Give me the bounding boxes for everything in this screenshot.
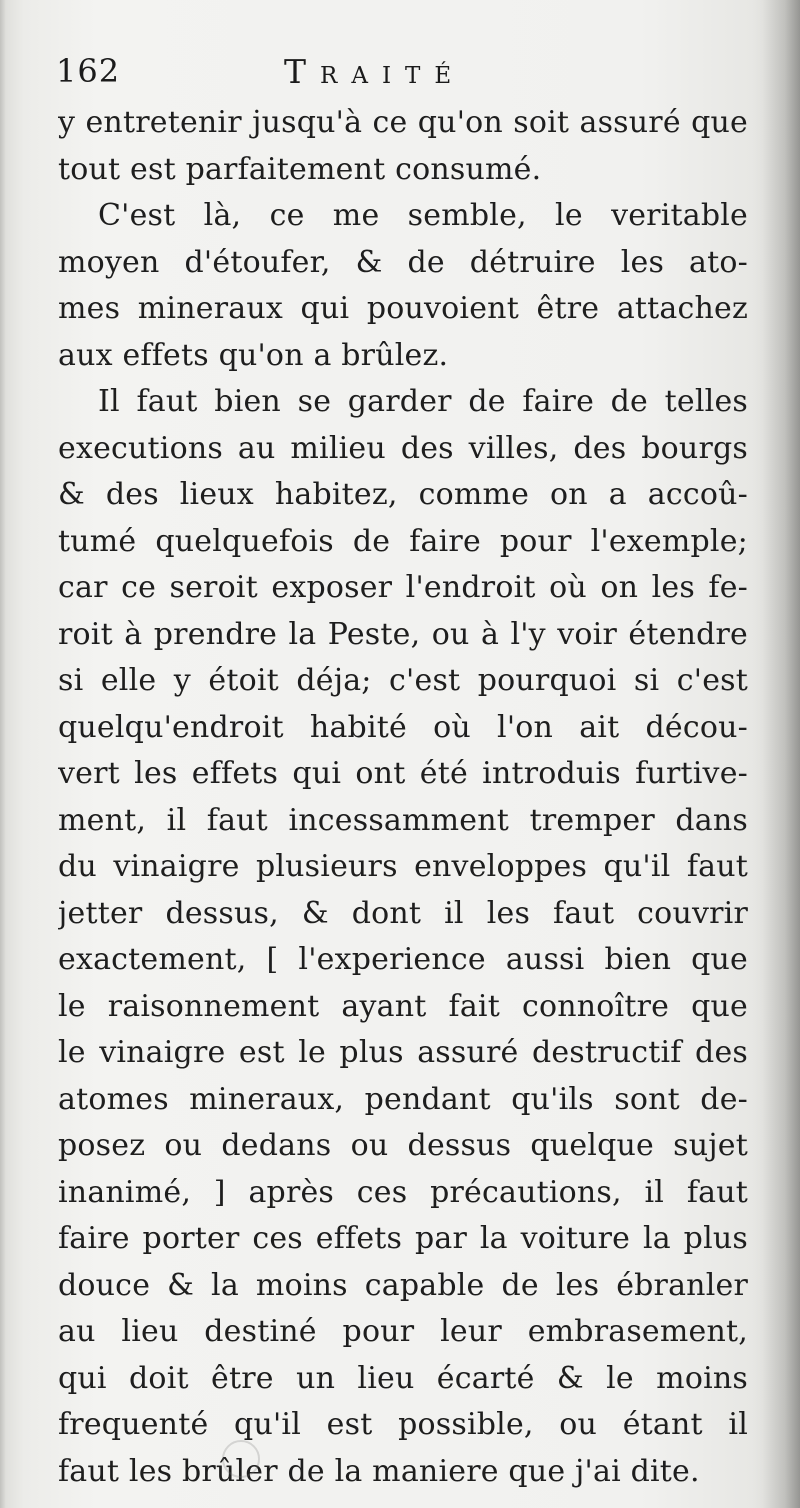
text-line: y entretenir jusqu'à ce qu'on soit assuré que: [58, 105, 748, 140]
text-line: exactement, [ l'experience aussi bien que: [58, 942, 748, 977]
page-number: 162: [56, 52, 121, 90]
text-line: inanimé, ] après ces précautions, il faut: [58, 1174, 748, 1210]
text-line: roit à prendre la Peste, ou à l'y voir étendre: [58, 616, 748, 652]
text-line: jetter dessus, & dont il les faut couvrir: [58, 895, 748, 931]
gutter-shadow: [762, 0, 800, 1508]
text-line: du vinaigre plusieurs enveloppes qu'il faut: [58, 849, 748, 884]
text-line: vert les effets qui ont été introduis furtive-: [58, 756, 748, 791]
text-line: frequenté qu'il est possible, ou étant il: [58, 1407, 748, 1442]
text-line: moyen d'étoufer, & de détruire les ato-: [58, 244, 748, 280]
text-line: aux effets qu'on a brûlez.: [58, 337, 449, 373]
paper-stain: [222, 1440, 260, 1478]
text-line: mes mineraux qui pouvoient être attachez: [58, 291, 748, 326]
text-line: ment, il faut incessamment tremper dans: [58, 802, 748, 838]
text-line: quelqu'endroit habité où l'on ait décou-: [58, 709, 748, 745]
text-line: qui doit être un lieu écarté & le moins: [58, 1360, 748, 1396]
text-line: au lieu destiné pour leur embrasement,: [58, 1314, 748, 1349]
text-line: faut les brûler de la maniere que j'ai dite.: [58, 1453, 700, 1489]
text-line: executions au milieu des villes, des bourgs: [58, 430, 748, 466]
text-line: le vinaigre est le plus assuré destructif des: [58, 1035, 748, 1070]
text-line: & des lieux habitez, comme on a accoû-: [58, 477, 748, 512]
text-line: posez ou dedans ou dessus quelque sujet: [58, 1128, 748, 1163]
text-line: car ce seroit exposer l'endroit où on les fe-: [58, 570, 748, 605]
text-line: C'est là, ce me semble, le veritable: [98, 198, 748, 233]
text-line: Il faut bien se garder de faire de telles: [98, 384, 748, 419]
running-head: [56, 52, 756, 100]
running-title: Traité: [284, 52, 466, 91]
text-line: atomes mineraux, pendant qu'ils sont de-: [58, 1081, 748, 1117]
text-line: le raisonnement ayant fait connoître que: [58, 988, 748, 1024]
text-line: tumé quelquefois de faire pour l'exemple;: [58, 523, 748, 559]
text-line: tout est parfaitement consumé.: [58, 151, 542, 187]
body-text: [58, 100, 748, 1495]
text-line: faire porter ces effets par la voiture la plus: [58, 1221, 748, 1256]
text-line: douce & la moins capable de les ébranler: [58, 1267, 748, 1303]
text-line: si elle y étoit déja; c'est pourquoi si c'est: [58, 663, 748, 698]
page-left-edge: [0, 0, 6, 1508]
